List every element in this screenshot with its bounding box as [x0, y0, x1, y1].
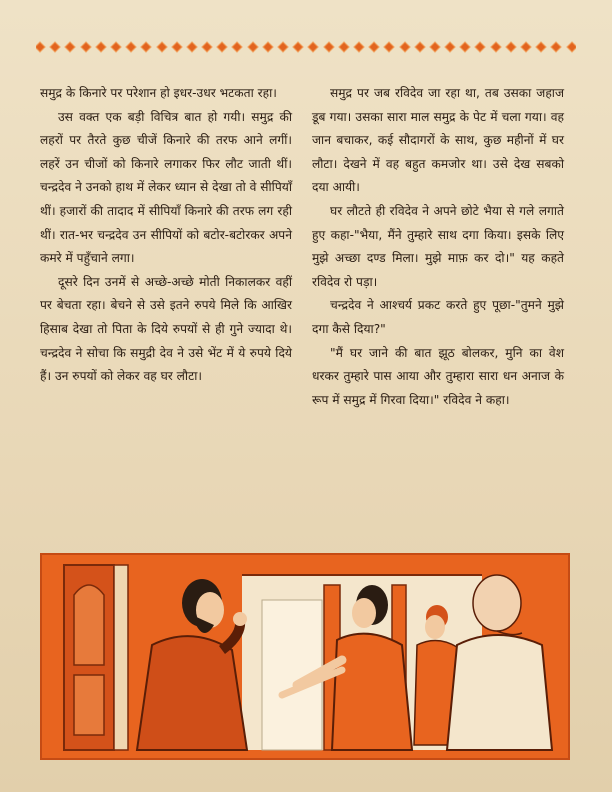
- border-diamond: [217, 41, 228, 52]
- border-diamond: [95, 41, 106, 52]
- border-diamond: [490, 41, 501, 52]
- paragraph: दूसरे दिन उनमें से अच्छे-अच्छे मोती निकालकर वहीं पर बेचता रहा। बेचने से उसे इतने रुपये मिले कि आखिर हिसाब देखा तो पिता के दिये रुपयों से ही गुने ज्यादा थे। चन्द्रदेव ने सोचा कि समुद्री देव ने उसे भेंट में ये रुपये दिये हैं। उन रुपयों को लेकर वह घर लौटा।: [40, 274, 292, 384]
- border-diamond: [308, 41, 319, 52]
- border-diamond: [444, 41, 455, 52]
- left-text-column: [40, 82, 292, 389]
- decorative-border: [36, 38, 576, 56]
- border-diamond: [368, 41, 379, 52]
- paragraph: समुद्र के किनारे पर परेशान हो इधर-उधर भटकता रहा।: [40, 86, 277, 100]
- paragraph: चन्द्रदेव ने आश्चर्य प्रकट करते हुए पूछा-"तुमने मुझे दगा कैसे दिया?": [312, 298, 564, 336]
- border-diamond: [50, 41, 61, 52]
- border-diamond: [323, 41, 334, 52]
- border-diamond: [429, 41, 440, 52]
- border-diamond: [414, 41, 425, 52]
- border-diamond: [384, 41, 395, 52]
- paragraph: "मैं घर जाने की बात झूठ बोलकर, मुनि का वेश धरकर तुम्हारे पास आया और तुम्हारा सारा धन अनाज के रूप में समुद्र में गिरवा दिया।" रविदेव ने कहा।: [312, 345, 564, 407]
- border-diamond: [520, 41, 531, 52]
- story-illustration: [40, 553, 570, 760]
- border-diamond: [36, 41, 46, 52]
- border-diamond: [141, 41, 152, 52]
- border-diamond: [460, 41, 471, 52]
- border-diamond: [566, 41, 576, 52]
- border-diamond: [247, 41, 258, 52]
- border-diamond: [551, 41, 562, 52]
- illustration-art: [42, 555, 568, 758]
- paragraph: समुद्र पर जब रविदेव जा रहा था, तब उसका जहाज डूब गया। उसका सारा माल समुद्र के पेट में चला गया। वह जान बचाकर, कई सौदागरों के साथ, कुछ महीनों में घर लौटा। देखने में वह बहुत कमजोर था। उसे देख सबको दया आयी।: [312, 86, 564, 195]
- border-diamond: [171, 41, 182, 52]
- border-diamond: [293, 41, 304, 52]
- border-diamond: [156, 41, 167, 52]
- border-diamond: [505, 41, 516, 52]
- border-diamond: [80, 41, 91, 52]
- border-diamond: [338, 41, 349, 52]
- border-diamond: [65, 41, 76, 52]
- border-diamond: [186, 41, 197, 52]
- border-diamond: [125, 41, 136, 52]
- border-diamond: [277, 41, 288, 52]
- border-diamond: [201, 41, 212, 52]
- paragraph: उस वक्त एक बड़ी विचित्र बात हो गयी। समुद्र की लहरों पर तैरते कुछ चीजें किनारे की तरफ आने लगीं। लहरें उन चीजों को किनारे लगाकर फिर लौट जाती थीं। चन्द्रदेव ने उनको हाथ में लेकर ध्यान से देखा तो वे सीपियाँ थीं। हजारों की तादाद में सीपियाँ किनारे की तरफ लग रही थीं। रात-भर चन्द्रदेव उन सीपियों को बटोर-बटोरकर अपने कमरे में पहुँचाने लगा।: [40, 109, 292, 266]
- border-diamond: [475, 41, 486, 52]
- paragraph: घर लौटते ही रविदेव ने अपने छोटे भैया से गले लगाते हुए कहा-"भैया, मैंने तुम्हारे साथ दगा किया। इसके लिए मुझे अच्छा दण्ड मिला। मुझे माफ़ कर दो।" यह कहते रविदेव रो पड़ा।: [312, 203, 564, 289]
- right-text-column: [312, 82, 564, 412]
- border-diamond: [262, 41, 273, 52]
- border-diamond: [353, 41, 364, 52]
- border-diamond: [536, 41, 547, 52]
- border-diamond: [399, 41, 410, 52]
- border-diamond: [232, 41, 243, 52]
- border-diamond: [110, 41, 121, 52]
